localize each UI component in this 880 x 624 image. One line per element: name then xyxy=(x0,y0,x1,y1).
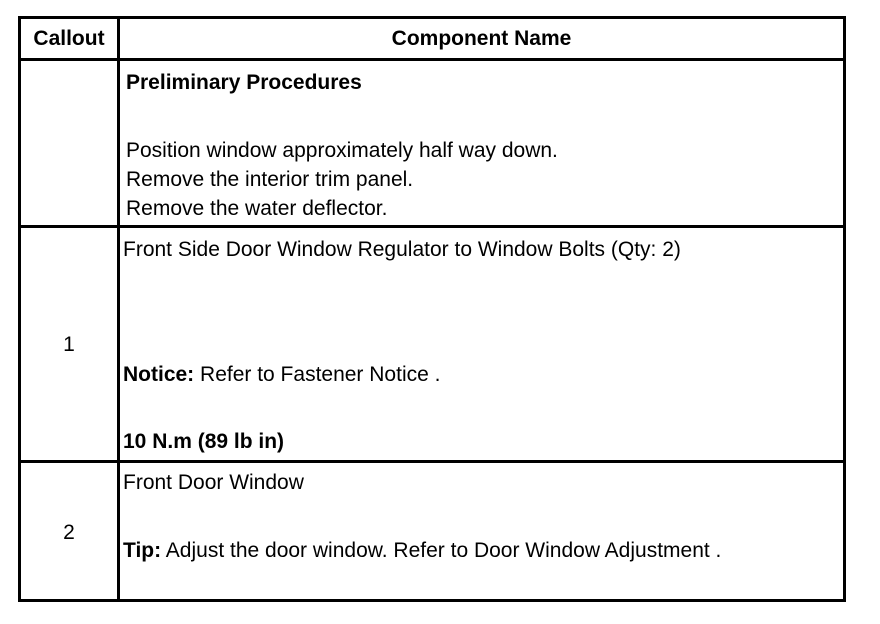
notice-text: Refer to Fastener Notice . xyxy=(194,363,441,386)
tip-text: Adjust the door window. Refer to Door Window Adjustment . xyxy=(161,539,722,562)
row-divider xyxy=(21,460,843,463)
torque-spec: 10 N.m (89 lb in) xyxy=(123,430,285,453)
notice-line xyxy=(123,363,440,387)
notice-label: Notice: xyxy=(123,363,195,386)
preliminary-step: Remove the interior trim panel. xyxy=(126,168,414,191)
header-callout: Callout xyxy=(33,27,105,50)
callout-number: 2 xyxy=(63,521,75,544)
tip-line xyxy=(123,539,721,563)
component-name: Front Side Door Window Regulator to Window Bolts (Qty: 2) xyxy=(123,238,681,261)
header-divider xyxy=(21,58,843,61)
preliminary-title: Preliminary Procedures xyxy=(126,71,362,94)
preliminary-step: Position window approximately half way down. xyxy=(126,139,558,162)
callout-number: 1 xyxy=(63,333,75,356)
header-component-name: Component Name xyxy=(391,27,572,50)
tip-label: Tip: xyxy=(123,539,162,562)
component-table xyxy=(18,16,846,602)
component-name: Front Door Window xyxy=(123,471,304,494)
preliminary-step: Remove the water deflector. xyxy=(126,197,388,220)
column-divider xyxy=(117,19,120,599)
row-divider xyxy=(21,225,843,228)
